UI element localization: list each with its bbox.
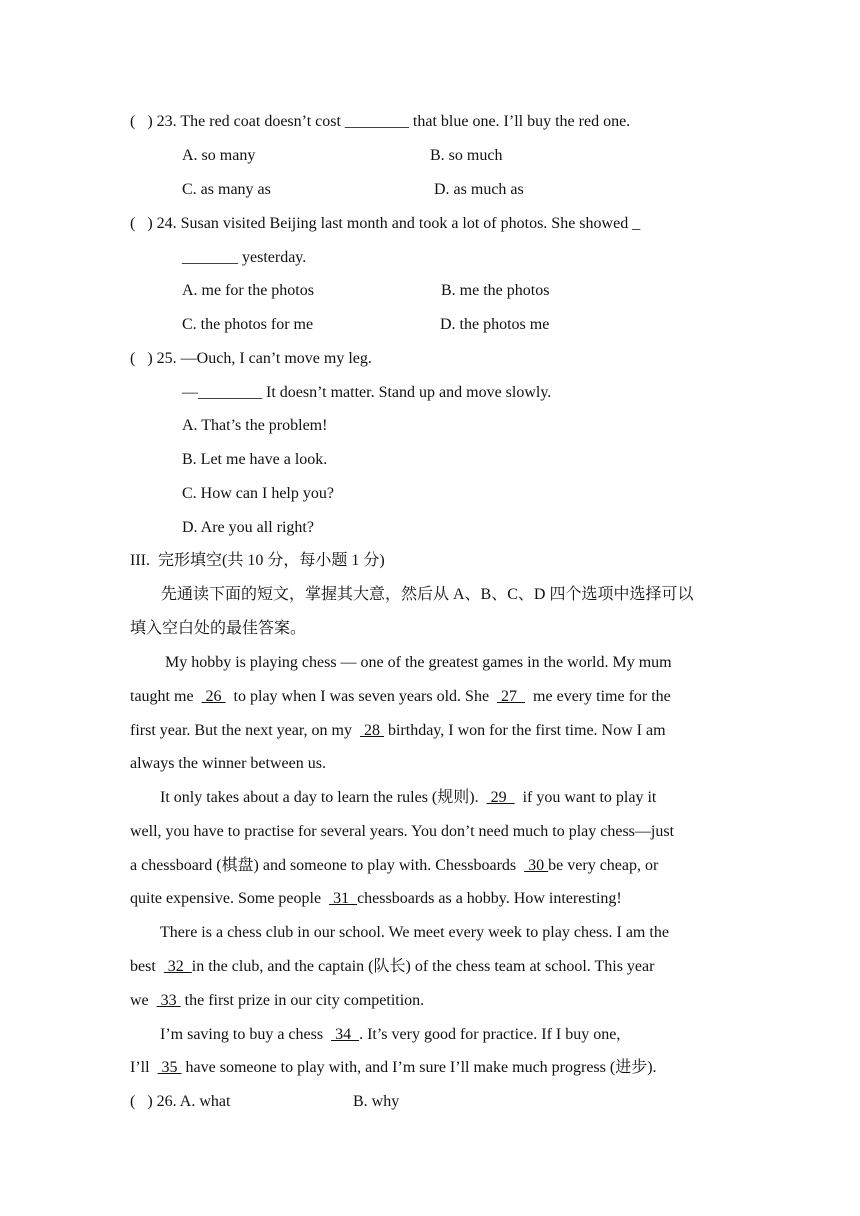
passage-line — [130, 856, 658, 876]
q25-option-d: D. Are you all right? — [182, 519, 314, 536]
q24-stem-cont: _______ yesterday. — [182, 249, 307, 266]
text-segment: in the club, and the captain (队长) of the chess team at school. This year — [191, 958, 655, 975]
blank-35: 35 — [157, 1059, 182, 1076]
q25-option-c: C. How can I help you? — [182, 485, 334, 502]
q23-option-d: D. as much as — [434, 181, 524, 198]
blank-31: 31 — [329, 890, 358, 907]
text-segment: taught me — [130, 688, 202, 705]
blank-27: 27 — [497, 688, 526, 705]
passage-line: There is a chess club in our school. We meet every week to play chess. I am the — [160, 924, 669, 941]
q23-stem: ( ) 23. The red coat doesn’t cost ________ that blue one. I’ll buy the red one. — [130, 113, 631, 130]
text-segment: if you want to play it — [514, 789, 657, 806]
section-instruction: 先通读下面的短文，掌握其大意，然后从 A、B、C、D 四个选项中选择可以 — [161, 586, 694, 603]
blank-34: 34 — [331, 1026, 360, 1043]
text-segment: chessboards as a hobby. How interesting! — [357, 890, 622, 907]
blank-30: 30 — [524, 857, 549, 874]
text-segment: best — [130, 958, 164, 975]
passage-line: always the winner between us. — [130, 755, 326, 772]
blank-32: 32 — [163, 958, 192, 975]
q23-option-c: C. as many as — [182, 181, 271, 198]
q24-option-b: B. me the photos — [441, 282, 550, 299]
text-segment: have someone to play with, and I’m sure I’ll make much progress (进步). — [181, 1059, 657, 1076]
passage-line: well, you have to practise for several years. You don’t need much to play chess—just — [130, 823, 675, 840]
passage-line — [130, 687, 671, 707]
q24-option-a: A. me for the photos — [182, 282, 314, 299]
q24-option-c: C. the photos for me — [182, 316, 314, 333]
text-segment: first year. But the next year, on my — [130, 722, 360, 739]
q23-option-a: A. so many — [182, 147, 256, 164]
text-segment: . It’s very good for practice. If I buy one, — [359, 1026, 621, 1043]
q25-option-b: B. Let me have a look. — [182, 451, 328, 468]
q26-stem: ( ) 26. A. what — [130, 1093, 231, 1110]
q24-option-d: D. the photos me — [440, 316, 550, 333]
text-segment: I’m saving to buy a chess — [160, 1026, 332, 1043]
text-segment: to play when I was seven years old. She — [225, 688, 498, 705]
section-instruction-cont: 填入空白处的最佳答案。 — [130, 620, 307, 637]
q25-stem-cont: —________ It doesn’t matter. Stand up and move slowly. — [182, 384, 552, 401]
text-segment: I’ll — [130, 1059, 158, 1076]
blank-28: 28 — [359, 722, 384, 739]
blank-26: 26 — [201, 688, 226, 705]
q24-stem: ( ) 24. Susan visited Beijing last month and took a lot of photos. She showed _ — [130, 215, 641, 232]
section-heading: III. 完形填空(共 10 分，每小题 1 分) — [130, 552, 385, 569]
blank-29: 29 — [486, 789, 515, 806]
text-segment: the first prize in our city competition. — [180, 992, 425, 1009]
text-segment: be very cheap, or — [548, 857, 659, 874]
q25-option-a: A. That’s the problem! — [182, 417, 328, 434]
passage-line — [130, 991, 424, 1011]
passage-line — [160, 1025, 620, 1045]
q25-stem: ( ) 25. —Ouch, I can’t move my leg. — [130, 350, 372, 367]
passage-line — [130, 721, 666, 741]
text-segment: we — [130, 992, 157, 1009]
text-segment: me every time for the — [525, 688, 671, 705]
text-segment: quite expensive. Some people — [130, 890, 330, 907]
q23-option-b: B. so much — [430, 147, 503, 164]
passage-line: My hobby is playing chess — one of the greatest games in the world. My mum — [161, 654, 672, 671]
text-segment: It only takes about a day to learn the rules (规则). — [160, 789, 487, 806]
q26-option-b: B. why — [353, 1093, 400, 1110]
passage-line — [130, 1058, 657, 1078]
passage-line — [130, 889, 622, 909]
passage-line — [160, 788, 656, 808]
text-segment: a chessboard (棋盘) and someone to play with. Chessboards — [130, 857, 525, 874]
blank-33: 33 — [156, 992, 181, 1009]
text-segment: birthday, I won for the first time. Now I am — [383, 722, 666, 739]
passage-line — [130, 957, 654, 977]
